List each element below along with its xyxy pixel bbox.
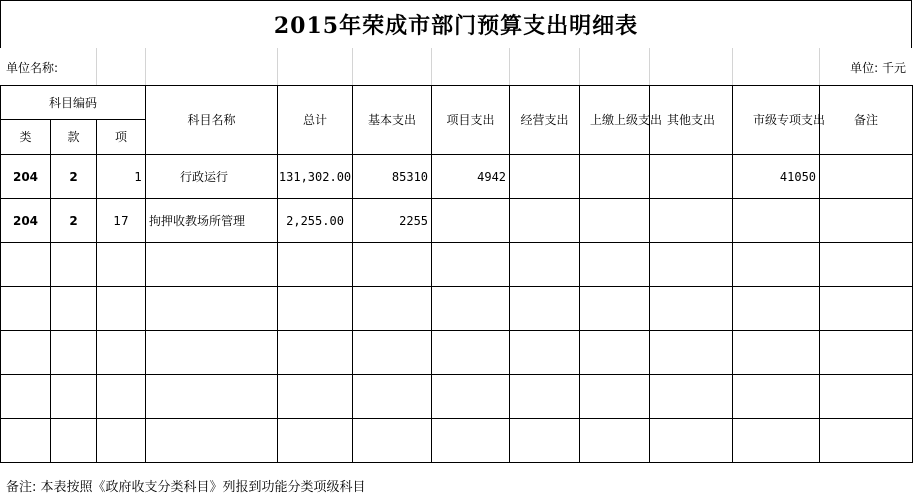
project-cell[interactable] (432, 243, 510, 287)
remark-cell[interactable] (820, 155, 913, 199)
xiang-header: 项 (97, 120, 146, 155)
operating-cell[interactable] (510, 155, 580, 199)
special-cell[interactable] (733, 243, 820, 287)
total-header: 总计 (278, 86, 353, 155)
operating-cell[interactable] (510, 375, 580, 419)
kuan-cell[interactable] (51, 331, 97, 375)
project-cell[interactable] (432, 375, 510, 419)
grid-line (277, 48, 278, 85)
name-cell[interactable]: 行政运行 (146, 155, 278, 199)
name-cell[interactable]: 拘押收教场所管理 (146, 199, 278, 243)
kuan-cell[interactable]: 2 (51, 199, 97, 243)
total-cell[interactable] (278, 419, 353, 463)
project-cell[interactable] (432, 199, 510, 243)
remit-cell[interactable] (580, 155, 650, 199)
total-cell[interactable] (278, 287, 353, 331)
total-cell[interactable] (278, 375, 353, 419)
xiang-cell[interactable]: 1 (97, 155, 146, 199)
total-cell[interactable]: 131,302.00 (278, 155, 353, 199)
project-cell[interactable] (432, 287, 510, 331)
total-cell[interactable] (278, 243, 353, 287)
kuan-header: 款 (51, 120, 97, 155)
basic-header: 基本支出 (353, 86, 432, 155)
code-group-header: 科目编码 (1, 86, 146, 120)
basic-cell[interactable] (353, 419, 432, 463)
xiang-cell[interactable] (97, 331, 146, 375)
header-row (1, 86, 913, 120)
remit-cell[interactable] (580, 243, 650, 287)
operating-cell[interactable] (510, 199, 580, 243)
project-cell[interactable] (432, 331, 510, 375)
project-cell[interactable]: 4942 (432, 155, 510, 199)
table-row (1, 419, 913, 463)
other-cell[interactable] (650, 331, 733, 375)
name-cell[interactable] (146, 287, 278, 331)
grid-line (579, 48, 580, 85)
remark-cell[interactable] (820, 243, 913, 287)
xiang-cell[interactable] (97, 243, 146, 287)
name-cell[interactable] (146, 331, 278, 375)
name-header: 科目名称 (146, 86, 278, 155)
lei-header: 类 (1, 120, 51, 155)
name-cell[interactable] (146, 243, 278, 287)
name-cell[interactable] (146, 375, 278, 419)
basic-cell[interactable] (353, 375, 432, 419)
basic-cell[interactable] (353, 331, 432, 375)
remit-cell[interactable] (580, 199, 650, 243)
table-row (1, 287, 913, 331)
basic-cell[interactable] (353, 243, 432, 287)
special-cell[interactable] (733, 199, 820, 243)
unit-currency: 单位: 千元 (850, 61, 906, 75)
other-cell[interactable] (650, 419, 733, 463)
remit-cell[interactable] (580, 375, 650, 419)
remit-cell[interactable] (580, 287, 650, 331)
grid-line (431, 48, 432, 85)
operating-cell[interactable] (510, 419, 580, 463)
other-cell[interactable] (650, 243, 733, 287)
grid-line (145, 48, 146, 85)
remit-cell[interactable] (580, 331, 650, 375)
other-cell[interactable] (650, 375, 733, 419)
project-header: 项目支出 (432, 86, 510, 155)
basic-cell[interactable]: 2255 (353, 199, 432, 243)
table-row (1, 375, 913, 419)
special-cell[interactable]: 41050 (733, 155, 820, 199)
grid-line (732, 48, 733, 85)
special-cell[interactable] (733, 375, 820, 419)
remark-cell[interactable] (820, 331, 913, 375)
grid-line (509, 48, 510, 85)
lei-cell[interactable]: 204 (1, 155, 51, 199)
kuan-cell[interactable]: 2 (51, 155, 97, 199)
footnote: 备注: 本表按照《政府收支分类科目》列报到功能分类项级科目 (6, 480, 366, 495)
other-cell[interactable] (650, 155, 733, 199)
remark-cell[interactable] (820, 375, 913, 419)
unit-name-label: 单位名称: (6, 61, 59, 75)
remark-cell[interactable] (820, 199, 913, 243)
basic-cell[interactable] (353, 287, 432, 331)
grid-line (352, 48, 353, 85)
table-row (1, 243, 913, 287)
operating-header: 经营支出 (510, 86, 580, 155)
other-header: 其他支出 (650, 86, 733, 155)
operating-cell[interactable] (510, 287, 580, 331)
lei-cell[interactable] (1, 243, 51, 287)
table-row (1, 199, 913, 243)
table-row (1, 331, 913, 375)
total-cell[interactable] (278, 331, 353, 375)
kuan-cell[interactable] (51, 375, 97, 419)
special-cell[interactable] (733, 287, 820, 331)
grid-line (819, 48, 820, 85)
xiang-cell[interactable] (97, 419, 146, 463)
lei-cell[interactable]: 204 (1, 199, 51, 243)
kuan-cell[interactable] (51, 287, 97, 331)
special-cell[interactable] (733, 331, 820, 375)
name-cell[interactable] (146, 419, 278, 463)
remark-cell[interactable] (820, 419, 913, 463)
special-header: 市级专项支出 (733, 86, 820, 155)
unit-row (0, 48, 912, 85)
xiang-cell[interactable] (97, 287, 146, 331)
kuan-cell[interactable] (51, 419, 97, 463)
remark-cell[interactable] (820, 287, 913, 331)
kuan-cell[interactable] (51, 243, 97, 287)
xiang-cell[interactable] (97, 375, 146, 419)
page-title: 2015年荣成市部门预算支出明细表 (0, 0, 912, 48)
remark-header: 备注 (820, 86, 913, 155)
basic-cell[interactable]: 85310 (353, 155, 432, 199)
total-cell[interactable]: 2,255.00 (278, 199, 353, 243)
lei-cell[interactable] (1, 331, 51, 375)
xiang-cell[interactable]: 17 (97, 199, 146, 243)
special-cell[interactable] (733, 419, 820, 463)
project-cell[interactable] (432, 419, 510, 463)
remit-cell[interactable] (580, 419, 650, 463)
table-row (1, 155, 913, 199)
lei-cell[interactable] (1, 375, 51, 419)
operating-cell[interactable] (510, 243, 580, 287)
other-cell[interactable] (650, 199, 733, 243)
grid-line (649, 48, 650, 85)
grid-line (96, 48, 97, 85)
other-cell[interactable] (650, 287, 733, 331)
budget-table (0, 85, 913, 463)
operating-cell[interactable] (510, 331, 580, 375)
lei-cell[interactable] (1, 287, 51, 331)
remit-header: 上缴上级支出 (580, 86, 650, 155)
lei-cell[interactable] (1, 419, 51, 463)
